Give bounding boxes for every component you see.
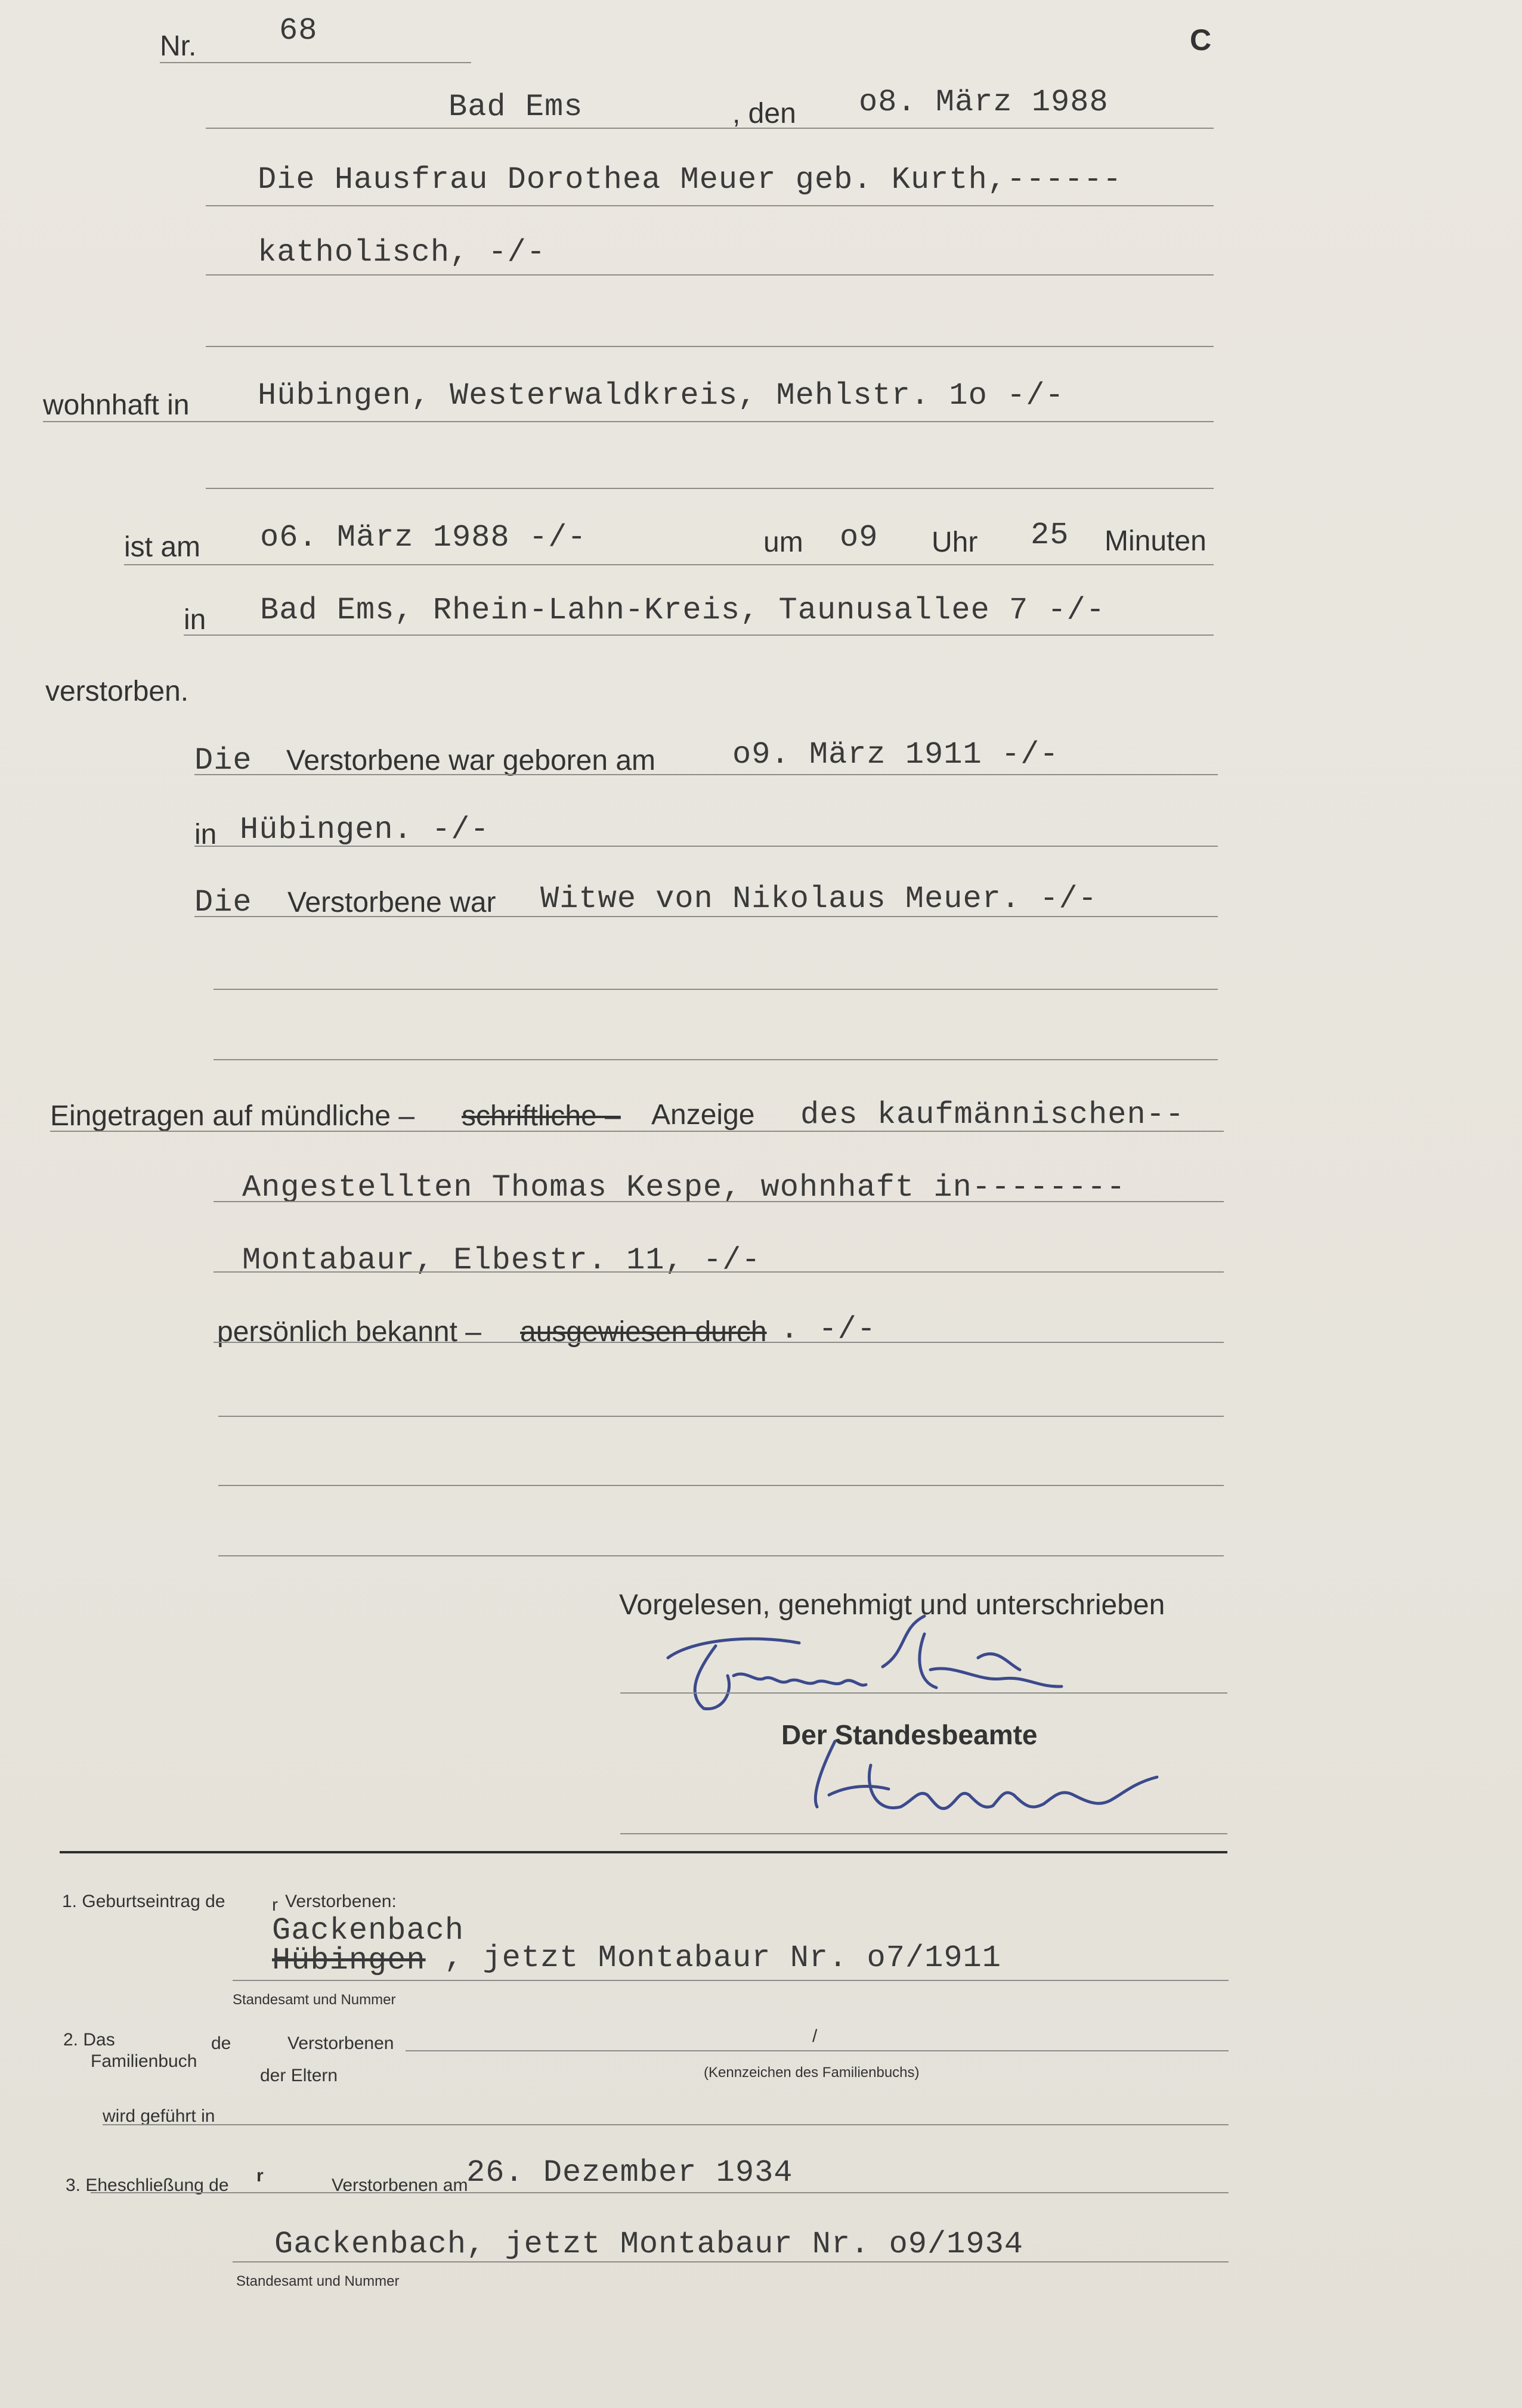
rule: [91, 2192, 1229, 2193]
form-letter: C: [1190, 23, 1212, 57]
nr-label: Nr.: [160, 30, 197, 62]
um-label: um: [763, 527, 803, 558]
uhr-label: Uhr: [932, 527, 978, 558]
birth-in-label: in: [194, 819, 217, 850]
rule: [206, 488, 1214, 489]
rule: [160, 62, 471, 63]
status-die: Die: [194, 885, 252, 920]
f3-place: Gackenbach, jetzt Montabaur Nr. o9/1934: [274, 2227, 1023, 2262]
f2-eltern: der Eltern: [260, 2066, 338, 2085]
rule: [50, 1131, 1224, 1132]
f3-verstorbenen: Verstorbenen am: [332, 2175, 468, 2195]
minuten-label: Minuten: [1105, 525, 1207, 557]
death-in-label: in: [184, 604, 206, 636]
birth-die: Die: [194, 743, 252, 778]
birth-place: Hübingen. -/-: [240, 812, 490, 847]
rule: [124, 564, 1214, 565]
f2-caption: (Kennzeichen des Familienbuchs): [704, 2065, 920, 2081]
registration-line-2: Angestellten Thomas Kespe, wohnhaft in--------: [242, 1170, 1126, 1205]
rule: [206, 128, 1214, 129]
rule: [214, 1059, 1218, 1060]
registration-line-3: Montabaur, Elbestr. 11, -/-: [242, 1243, 761, 1278]
nr-value: 68: [279, 13, 318, 48]
f1-place-struck: Hübingen: [272, 1943, 426, 1978]
known-struck: ausgewiesen durch: [520, 1316, 767, 1348]
registration-label-b: Anzeige: [651, 1099, 755, 1131]
place-value: Bad Ems: [448, 89, 583, 125]
f3-suffix: r: [256, 2166, 264, 2186]
status-label: Verstorbene war: [287, 887, 496, 918]
f1-verstorbenen: Verstorbenen:: [285, 1892, 397, 1911]
registration-label-a: Eingetragen auf mündliche –: [50, 1100, 415, 1132]
f1-place-over: Gackenbach: [272, 1913, 465, 1948]
rule: [233, 1980, 1229, 1981]
person-line-1: Die Hausfrau Dorothea Meuer geb. Kurth,------: [258, 162, 1122, 197]
status-value: Witwe von Nikolaus Meuer. -/-: [540, 881, 1097, 917]
rule: [206, 205, 1214, 206]
official-label: Der Standesbeamte: [781, 1719, 1038, 1750]
f1-rest: , jetzt Montabaur Nr. o7/1911: [444, 1940, 1001, 1976]
f1-label: 1. Geburtseintrag de: [62, 1892, 225, 1911]
known-label: persönlich bekannt –: [217, 1316, 481, 1348]
date-value: o8. März 1988: [859, 85, 1109, 120]
f2-slash: /: [812, 2026, 818, 2046]
read-approved-label: Vorgelesen, genehmigt und unterschrieben: [619, 1589, 1165, 1621]
rule: [214, 1342, 1224, 1343]
ist-am-label: ist am: [124, 531, 201, 563]
residence-label: wohnhaft in: [43, 389, 190, 421]
f1-suffix: r: [272, 1895, 278, 1915]
rule: [218, 1485, 1224, 1486]
registration-label-struck: schriftliche –: [462, 1100, 621, 1132]
rule: [214, 989, 1218, 990]
rule: [194, 846, 1218, 847]
rule: [218, 1555, 1224, 1556]
rule: [206, 346, 1214, 347]
f2-label-a: 2. Das: [63, 2030, 115, 2050]
rule: [620, 1692, 1227, 1694]
rule: [218, 1416, 1224, 1417]
f3-caption: Standesamt und Nummer: [236, 2273, 400, 2289]
rule: [194, 916, 1218, 917]
rule: [406, 2050, 1229, 2051]
death-hour: o9: [840, 520, 878, 555]
rule: [194, 774, 1218, 775]
official-signature: [799, 1706, 1181, 1843]
rule: [103, 2124, 1229, 2125]
f2-label-b: Familienbuch: [91, 2051, 197, 2071]
rule: [620, 1833, 1227, 1834]
verstorben-label: verstorben.: [45, 676, 189, 707]
birth-date: o9. März 1911 -/-: [732, 737, 1059, 772]
f2-verstorbenen: Verstorbenen: [287, 2034, 394, 2053]
rule: [214, 1201, 1224, 1202]
rule: [184, 635, 1214, 636]
registration-line-1: des kaufmännischen--: [800, 1097, 1185, 1132]
f3-label: 3. Eheschließung de: [66, 2175, 229, 2195]
informant-signature: [644, 1598, 1169, 1723]
den-label: , den: [732, 98, 796, 129]
f3-date: 26. Dezember 1934: [466, 2155, 793, 2190]
death-minutes: 25: [1031, 518, 1069, 553]
death-place: Bad Ems, Rhein-Lahn-Kreis, Taunusallee 7 -/-: [260, 593, 1106, 628]
rule: [233, 2261, 1229, 2262]
rule: [214, 1271, 1224, 1273]
f1-caption: Standesamt und Nummer: [233, 1992, 396, 2008]
birth-label: Verstorbene war geboren am: [286, 745, 656, 776]
known-typed: . -/-: [780, 1312, 877, 1347]
person-line-2: katholisch, -/-: [258, 235, 546, 270]
f2-wird: wird geführt in: [103, 2106, 215, 2126]
residence-value: Hübingen, Westerwaldkreis, Mehlstr. 1o -/-: [258, 378, 1065, 413]
rule: [206, 274, 1214, 276]
rule: [43, 421, 1214, 422]
section-divider: [60, 1851, 1227, 1853]
f2-de: de: [211, 2034, 231, 2053]
death-date: o6. März 1988 -/-: [260, 520, 587, 555]
